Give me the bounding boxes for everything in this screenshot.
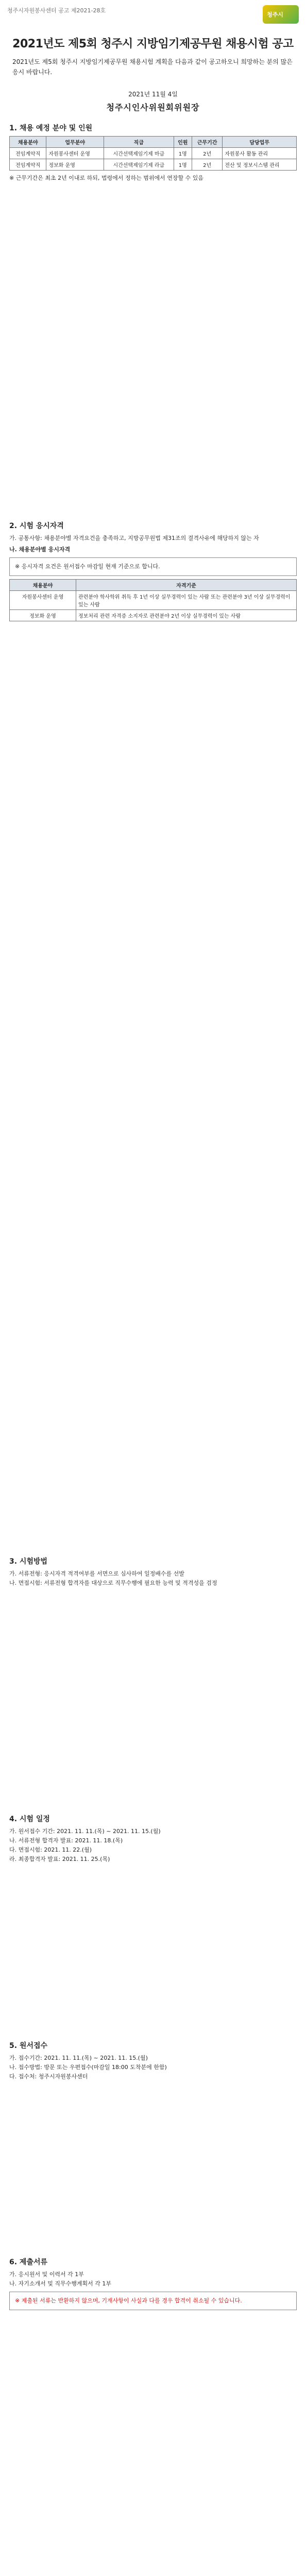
table-row [10,610,297,621]
announcement-date: 2021년 11월 4일 [128,91,178,98]
table-cell: 시간선택제임기제 마급 [104,148,174,159]
section-title: 1. 채용 예정 분야 및 인원 [9,124,93,132]
section-text: 라. 최종합격자 발표: 2021. 11. 25.(목) [9,1856,110,1862]
table-cell: 전임계약직 [10,159,46,171]
table-cell: 정보화 운영 [10,610,76,621]
section-title: 6. 제출서류 [9,2258,48,2266]
section-title: 5. 원서접수 [9,2042,48,2050]
logo [263,5,299,24]
subsection-title: 나. 채용분야별 응시자격 [9,546,71,553]
notice-box: ※ 제출된 서류는 반환하지 않으며, 기재사항이 사실과 다를 경우 합격이 취소될 수 있습니다. [9,2292,297,2310]
section-recruitment-fields [9,123,297,183]
section-text: 나. 서류전형 합격자 발표: 2021. 11. 18.(목) [9,1837,123,1844]
section-eligibility [9,520,297,621]
page-title: 2021년도 제5회 청주시 지방임기제공무원 채용시험 공고 [12,38,294,50]
table-cell: 시간선택제임기제 라급 [104,159,174,171]
table-cell: 1명 [174,159,192,171]
eligibility-table [9,579,297,621]
table-cell: 자원봉사센터 운영 [10,591,76,610]
issuing-organization: 청주시인사위원회위원장 [106,103,200,112]
table-row [10,148,297,159]
section-exam-method [9,1556,297,1588]
section-schedule [9,1814,297,1864]
section-text: 다. 면접시험: 2021. 11. 22.(월) [9,1846,92,1853]
notice-number: 청주시자원봉사센터 공고 제2021-28호 [7,7,106,14]
table-row [10,159,297,171]
table-row [10,591,297,610]
table-header-cell: 채용분야 [10,580,76,591]
notice-box: ※ 응시자격 요건은 원서접수 마감일 현재 기준으로 합니다. [9,557,297,576]
table-cell: 관련분야 학사학위 취득 후 1년 이상 실무경력이 있는 사람 또는 관련분야 3년 이상 실무경력이 있는 사람 [76,591,297,610]
table-header-cell: 자격기준 [76,580,297,591]
table-cell: 정보처리 관련 자격증 소지자로 관련분야 2년 이상 실무경력이 있는 사람 [76,610,297,621]
logo-text: 청주시 [267,11,283,18]
section-text: 나. 면접시험: 서류전형 합격자를 대상으로 직무수행에 필요한 능력 및 적격성을 검정 [9,1580,217,1586]
section-text: 가. 서류전형: 응시자격 적격여부를 서면으로 심사하여 일정배수를 선발 [9,1570,184,1577]
section-application [9,2040,297,2081]
section-text: 가. 원서접수 기간: 2021. 11. 11.(목) ~ 2021. 11. 15.(월) [9,1828,161,1835]
table-cell: 정보화 운영 [46,159,104,171]
section-title: 2. 시험 응시자격 [9,522,64,530]
table-header-row [10,580,297,591]
recruitment-table [9,136,297,171]
section-text: 가. 접수기간: 2021. 11. 11.(목) ~ 2021. 11. 15.(월) [9,2055,148,2061]
table-header-cell: 직급 [104,137,174,148]
table-header-cell: 근무기간 [192,137,222,148]
section-text: 나. 접수방법: 방문 또는 우편접수(마감일 18:00 도착분에 한함) [9,2064,167,2071]
table-header-cell: 업무분야 [46,137,104,148]
intro-text: 2021년도 제5회 청주시 지방임기제공무원 채용시험 계획을 다음과 같이 공고하오니 희망하는 분의 많은 응시 바랍니다. [12,58,293,76]
section-documents [9,2257,297,2313]
table-header-cell: 인원 [174,137,192,148]
table-cell: 2년 [192,148,222,159]
section-text: 가. 응시원서 및 이력서 각 1부 [9,2271,84,2278]
section-text: 다. 접수처: 청주시자원봉사센터 [9,2073,88,2080]
section-text: 가. 공통사항: 채용분야별 자격요건을 충족하고, 지방공무원법 제31조의 결격사유에 해당하지 않는 자 [9,535,259,541]
table-header-cell: 담당업무 [223,137,297,148]
table-cell: 전산 및 정보시스템 관리 [223,159,297,171]
table-cell: 전임계약직 [10,148,46,159]
section-text: 나. 자기소개서 및 직무수행계획서 각 1부 [9,2280,111,2287]
section-title: 3. 시험방법 [9,1557,48,1566]
table-cell: 자원봉사 활동 관리 [223,148,297,159]
table-header-row [10,137,297,148]
section-note: ※ 근무기간은 최초 2년 이내로 하되, 법령에서 정하는 범위에서 연장할 수 있음 [9,175,203,181]
section-title: 4. 시험 일정 [9,1815,50,1823]
table-cell: 자원봉사센터 운영 [46,148,104,159]
table-header-cell: 채용분야 [10,137,46,148]
table-cell: 1명 [174,148,192,159]
table-cell: 2년 [192,159,222,171]
